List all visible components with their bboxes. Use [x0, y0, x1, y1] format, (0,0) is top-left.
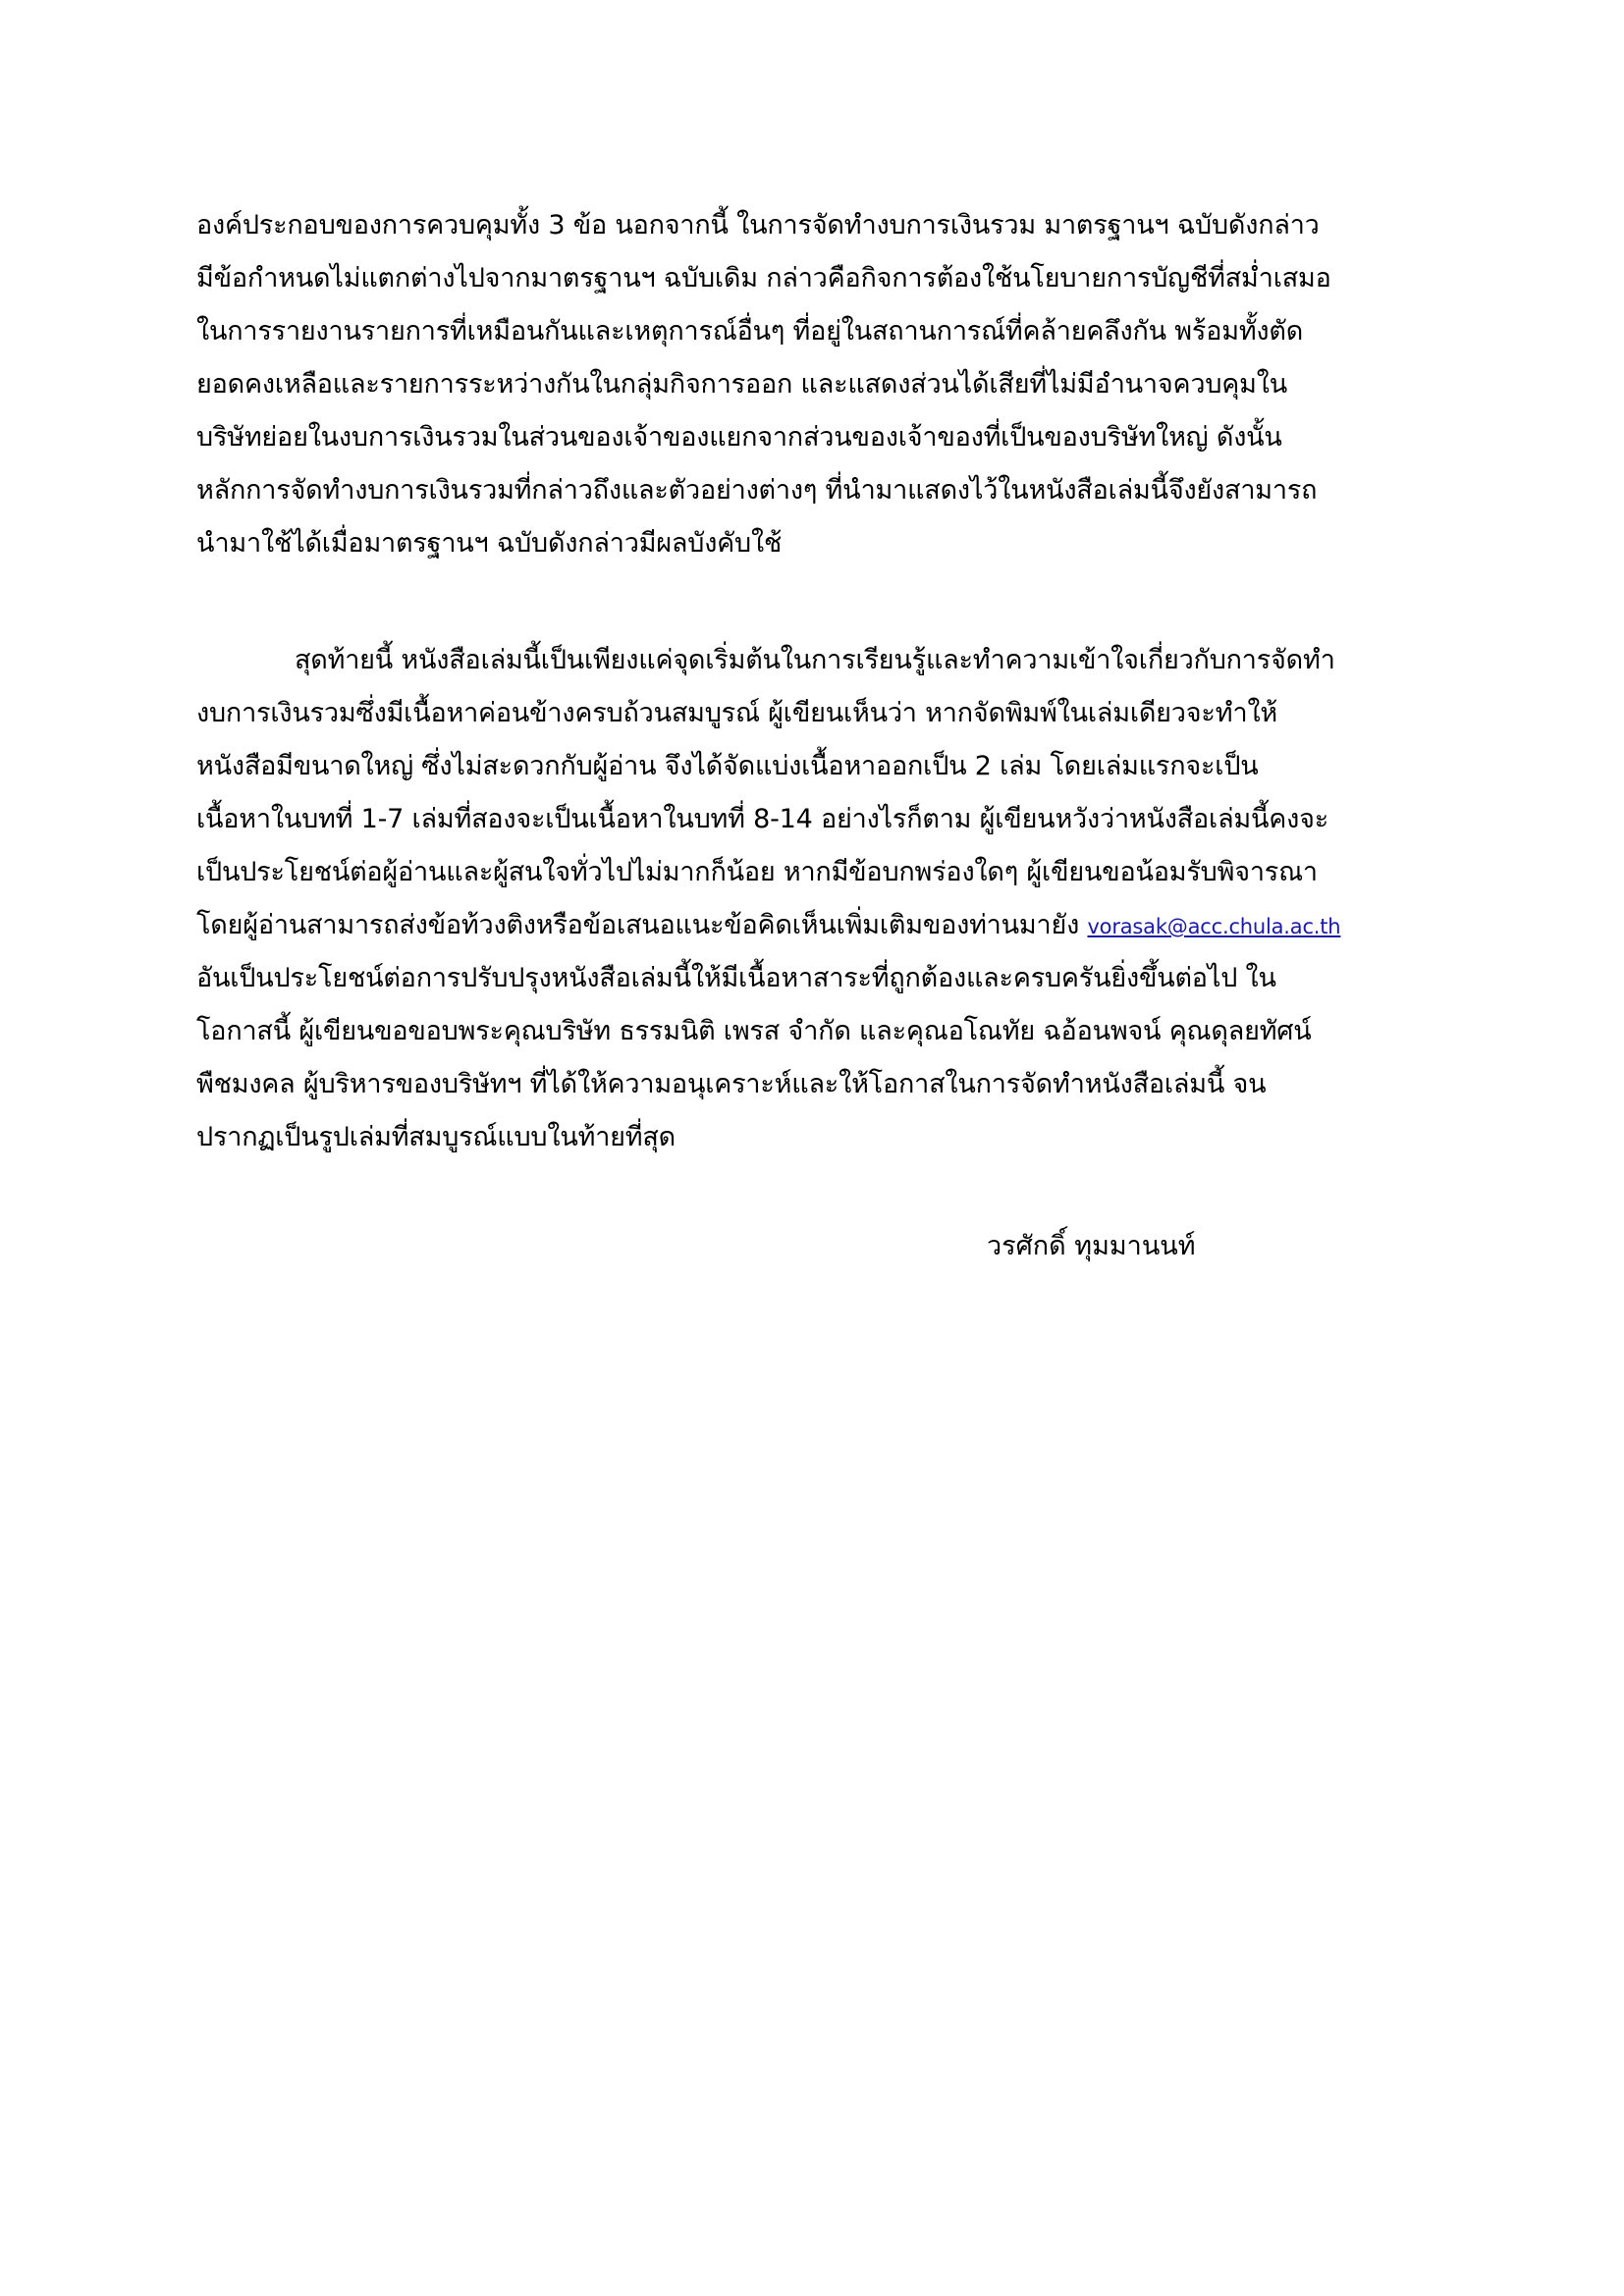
paragraph2-line-10: ปรากฏเป็นรูปเล่มที่สมบูรณ์แบบในท้ายที่สุด	[196, 1122, 676, 1152]
paragraph2-line-1: สุดท้ายนี้ หนังสือเล่มนี้เป็นเพียงแค่จุดเริ่มต้นในการเรียนรู้และทำความเข้าใจเกี่ยวกับการจัดทำ	[295, 645, 1335, 675]
email-line-prefix: โดยผู้อ่านสามารถส่งข้อท้วงติงหรือข้อเสนอแนะข้อคิดเห็นเพิ่มเติมของท่านมายัง	[196, 910, 1088, 940]
paragraph2-email-line	[196, 899, 1340, 952]
paragraph1-line-3: ในการรายงานรายการที่เหมือนกันและเหตุการณ์อื่นๆ ที่อยู่ในสถานการณ์ที่คล้ายคลึงกัน พร้อมทั้งตัด	[196, 316, 1304, 347]
paragraph1-line-7: นำมาใช้ได้เมื่อมาตรฐานฯ ฉบับดังกล่าวมีผลบังคับใช้	[196, 528, 783, 559]
paragraph2-line-5: เป็นประโยชน์ต่อผู้อ่านและผู้สนใจทั่วไปไม่มากก็น้อย หากมีข้อบกพร่องใดๆ ผู้เขียนขอน้อมรับพิจารณา	[196, 857, 1318, 887]
paragraph2-line-3: หนังสือมีขนาดใหญ่ ซึ่งไม่สะดวกกับผู้อ่าน จึงได้จัดแบ่งเนื้อหาออกเป็น 2 เล่ม โดยเล่มแรกจะเป็น	[196, 751, 1259, 781]
author-signature: วรศักดิ์ ทุมมานนท์	[987, 1231, 1196, 1261]
paragraph1-line-2: มีข้อกำหนดไม่แตกต่างไปจากมาตรฐานฯ ฉบับเดิม กล่าวคือกิจการต้องใช้นโยบายการบัญชีที่สม่ำเสมอ	[196, 263, 1331, 294]
paragraph1-line-6: หลักการจัดทำงบการเงินรวมที่กล่าวถึงและตัวอย่างต่างๆ ที่นำมาแสดงไว้ในหนังสือเล่มนี้จึงยังสามารถ	[196, 475, 1318, 506]
paragraph1-line-5: บริษัทย่อยในงบการเงินรวมในส่วนของเจ้าของแยกจากส่วนของเจ้าของที่เป็นของบริษัทใหญ่ ดังนั้น	[196, 422, 1282, 453]
paragraph2-line-2: งบการเงินรวมซึ่งมีเนื้อหาค่อนข้างครบถ้วนสมบูรณ์ ผู้เขียนเห็นว่า หากจัดพิมพ์ในเล่มเดียวจะทำให้	[196, 698, 1278, 728]
paragraph2-line-9: พืชมงคล ผู้บริหารของบริษัทฯ ที่ได้ให้ความอนุเคราะห์และให้โอกาสในการจัดทำหนังสือเล่มนี้ จน	[196, 1069, 1267, 1099]
paragraph2-line-7: อันเป็นประโยชน์ต่อการปรับปรุงหนังสือเล่มนี้ให้มีเนื้อหาสาระที่ถูกต้องและครบครันยิ่งขึ้นต่อไป ใน	[196, 963, 1276, 993]
paragraph2-line-8: โอกาสนี้ ผู้เขียนขอขอบพระคุณบริษัท ธรรมนิติ เพรส จำกัด และคุณอโณทัย ฉอ้อนพจน์ คุณดุลยทัศน์	[196, 1016, 1312, 1046]
paragraph1-line-1: องค์ประกอบของการควบคุมทั้ง 3 ข้อ นอกจากนี้ ในการจัดทำงบการเงินรวม มาตรฐานฯ ฉบับดังกล่าว	[196, 210, 1320, 240]
paragraph1-line-4: ยอดคงเหลือและรายการระหว่างกันในกลุ่มกิจการออก และแสดงส่วนได้เสียที่ไม่มีอำนาจควบคุมใน	[196, 369, 1287, 400]
email-link[interactable]: vorasak@acc.chula.ac.th	[1087, 915, 1341, 938]
paragraph2-line-4: เนื้อหาในบทที่ 1-7 เล่มที่สองจะเป็นเนื้อหาในบทที่ 8-14 อย่างไรก็ตาม ผู้เขียนหวังว่าหนังสือเล่มนี้คงจะ	[196, 804, 1329, 834]
